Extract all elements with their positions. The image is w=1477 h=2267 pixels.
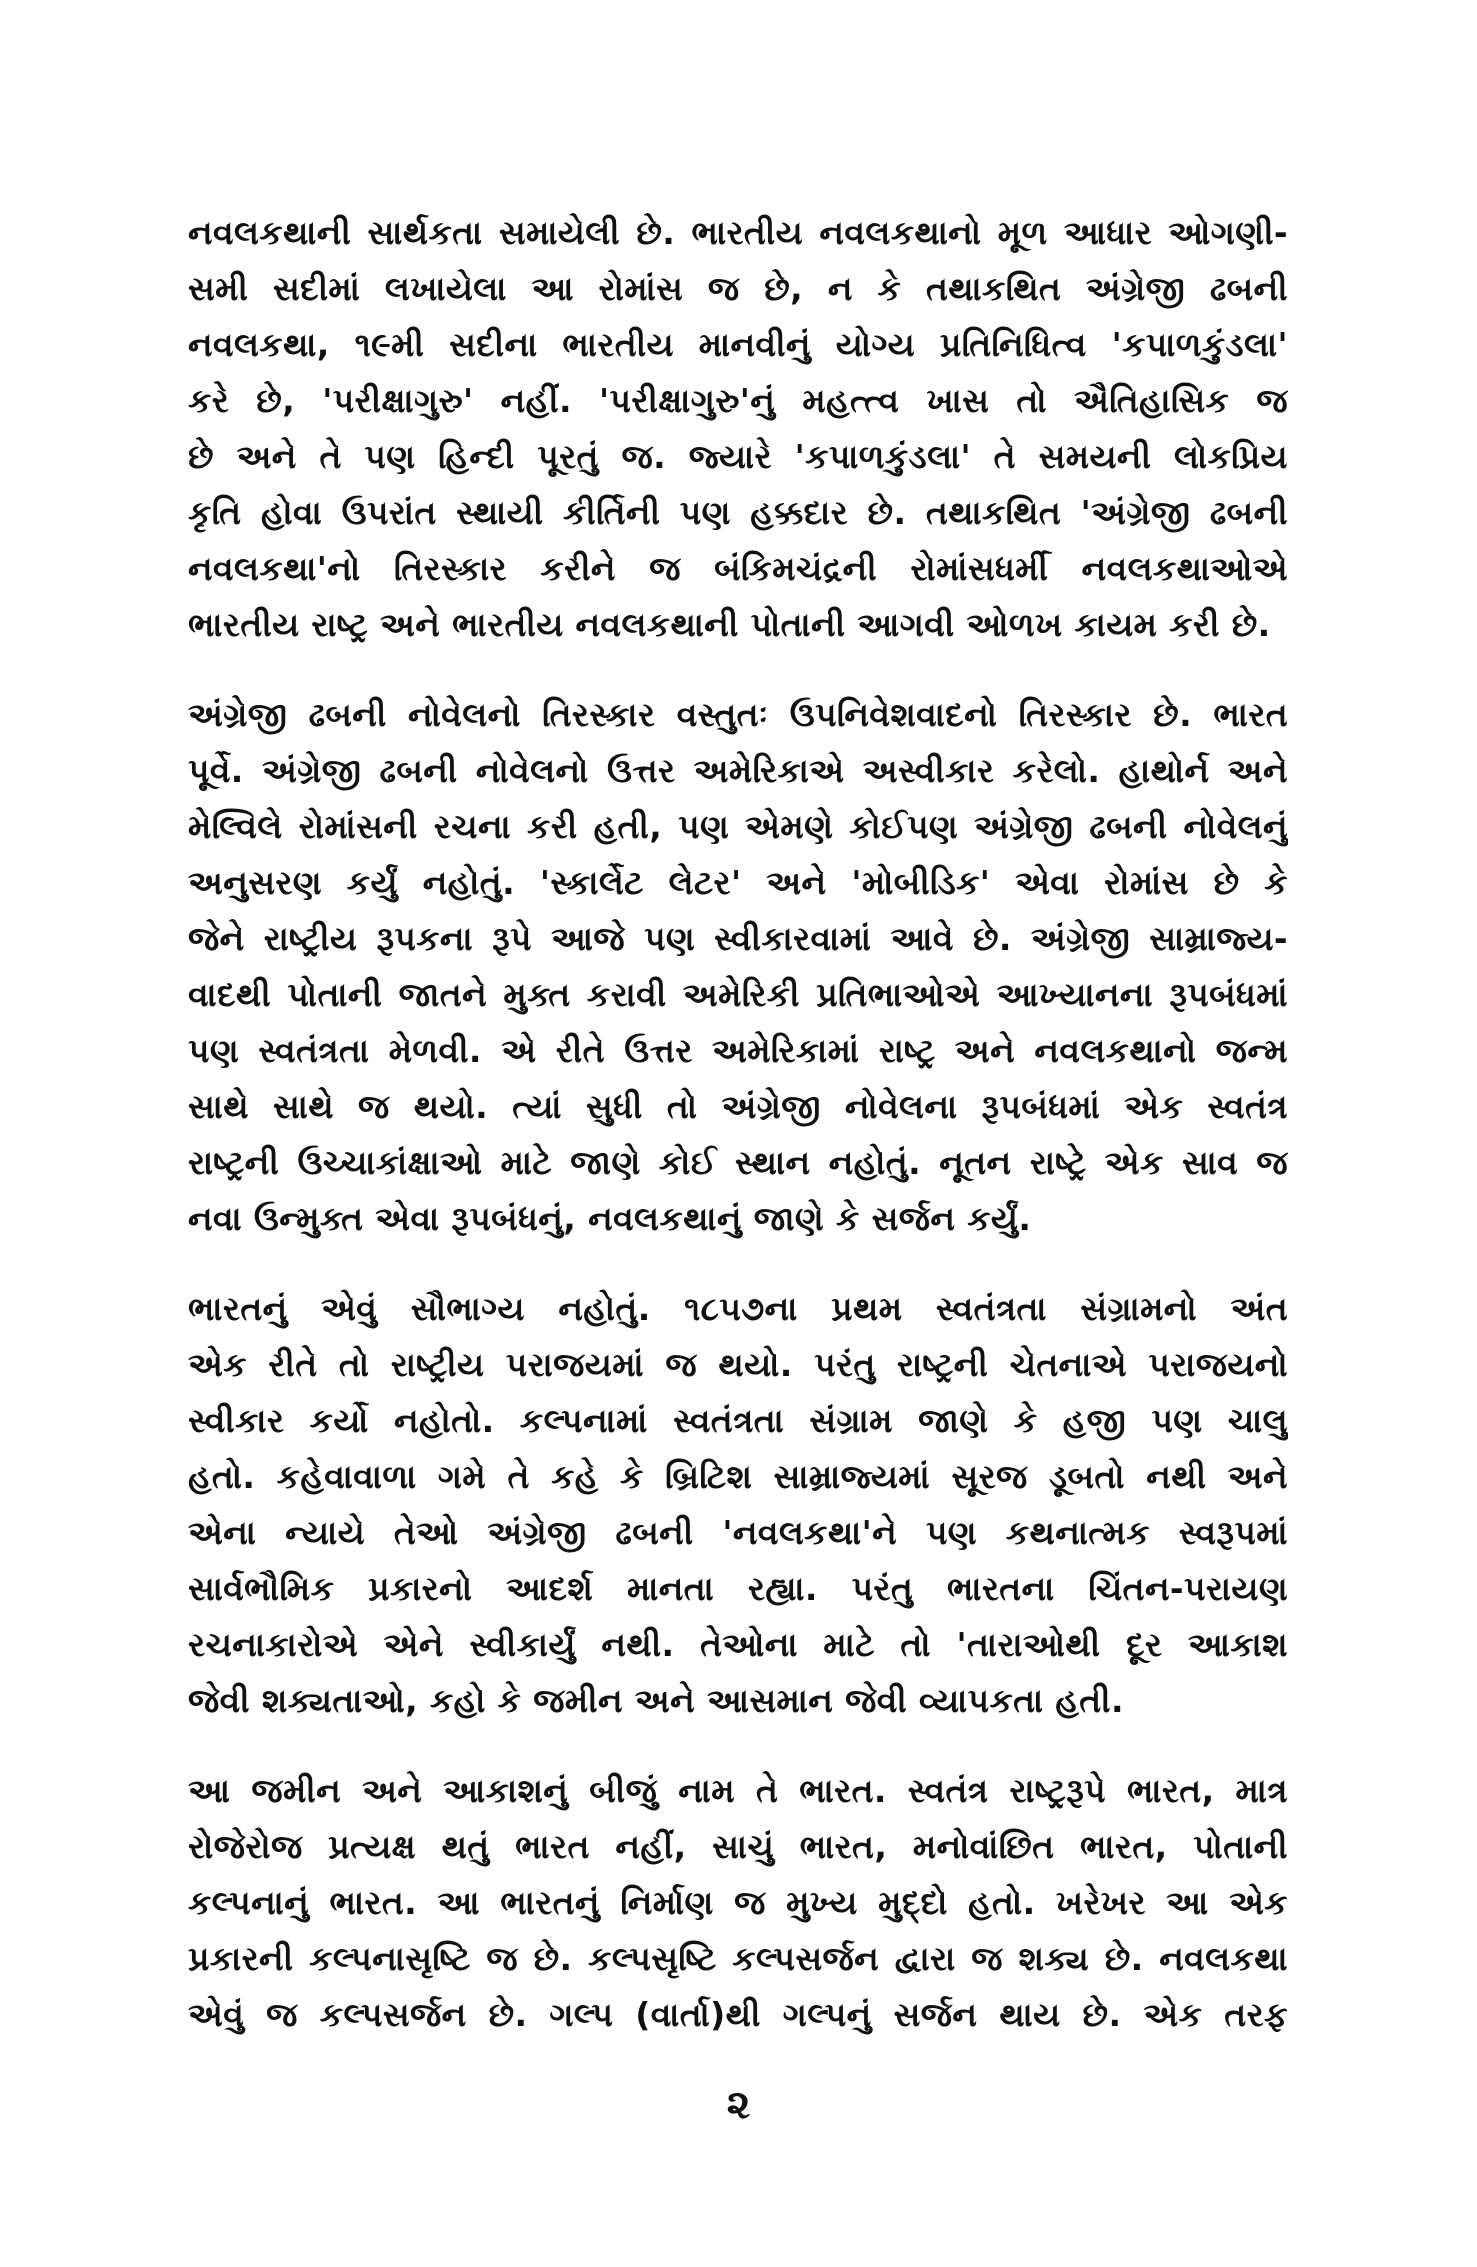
- text-line: સાર્વભૌમિક પ્રકારનો આદર્શ માનતા રહ્યા. પરંતુ ભારતના ચિંતન-પરાયણ: [188, 1569, 1288, 1608]
- text-line: રોજેરોજ પ્રત્યક્ષ થતું ભારત નહીં, સાચું ભારત, મનોવાંછિત ભારત, પોતાની: [188, 1827, 1288, 1866]
- text-line: અંગ્રેજી ઢબની નોવેલનો તિરસ્કાર વસ્તુતઃ ઉપનિવેશવાદનો તિરસ્કાર છે. ભારત: [188, 695, 1288, 734]
- text-line: નવલકથા'નો તિરસ્કાર કરીને જ બંકિમચંદ્રની રોમાંસધર્મી નવલકથાઓએ: [188, 549, 1288, 588]
- text-line: પ્રકારની કલ્પનાસૃષ્ટિ જ છે. કલ્પસૃષ્ટિ કલ્પસર્જન દ્વારા જ શક્ય છે. નવલકથા: [188, 1939, 1288, 1978]
- text-line: જેને રાષ્ટ્રીય રૂપકના રૂપે આજે પણ સ્વીકારવામાં આવે છે. અંગ્રેજી સામ્રાજ્ય-: [188, 919, 1288, 958]
- text-line: સાથે સાથે જ થયો. ત્યાં સુધી તો અંગ્રેજી નોવેલના રૂપબંધમાં એક સ્વતંત્ર: [188, 1087, 1288, 1126]
- text-line: છે અને તે પણ હિન્દી પૂરતું જ. જ્યારે 'કપાળકુંડલા' તે સમયની લોકપ્રિય: [188, 437, 1288, 476]
- text-line: પૂર્વે. અંગ્રેજી ઢબની નોવેલનો ઉત્તર અમેરિકાએ અસ્વીકાર કરેલો. હાથોર્ન અને: [188, 751, 1288, 790]
- text-line: એવું જ કલ્પસર્જન છે. ગલ્પ (વાર્તા)થી ગલ્પનું સર્જન થાય છે. એક તરફ: [188, 1995, 1288, 2034]
- text-line: કરે છે, 'પરીક્ષાગુરુ' નહીં. 'પરીક્ષાગુરુ'નું મહત્ત્વ ખાસ તો ઐતિહાસિક જ: [188, 381, 1288, 420]
- text-line: અનુસરણ કર્યું નહોતું. 'સ્કાર્લેટ લેટર' અને 'મોબીડિક' એવા રોમાંસ છે કે: [188, 863, 1288, 902]
- body-text: [188, 205, 1288, 2077]
- paragraph-2: [188, 687, 1288, 1247]
- paragraph-1: [188, 205, 1288, 653]
- text-line: એક રીતે તો રાષ્ટ્રીય પરાજયમાં જ થયો. પરંતુ રાષ્ટ્રની ચેતનાએ પરાજયનો: [188, 1345, 1288, 1384]
- text-line: નવલકથાની સાર્થકતા સમાયેલી છે. ભારતીય નવલકથાનો મૂળ આધાર ઓગણી-: [188, 213, 1288, 252]
- text-line: વાદથી પોતાની જાતને મુક્ત કરાવી અમેરિકી પ્રતિભાઓએ આખ્યાનના રૂપબંધમાં: [188, 975, 1288, 1014]
- text-line: રાષ્ટ્રની ઉચ્ચાકાંક્ષાઓ માટે જાણે કોઈ સ્થાન નહોતું. નૂતન રાષ્ટ્રે એક સાવ જ: [188, 1143, 1288, 1182]
- text-line: આ જમીન અને આકાશનું બીજું નામ તે ભારત. સ્વતંત્ર રાષ્ટ્રરૂપે ભારત, માત્ર: [188, 1771, 1288, 1810]
- paragraph-3: [188, 1281, 1288, 1729]
- text-line: પણ સ્વતંત્રતા મેળવી. એ રીતે ઉત્તર અમેરિકામાં રાષ્ટ્ર અને નવલકથાનો જન્મ: [188, 1031, 1288, 1070]
- text-line: નવલકથા, ૧૯મી સદીના ભારતીય માનવીનું યોગ્ય પ્રતિનિધિત્વ 'કપાળકુંડલા': [188, 325, 1288, 364]
- text-line: ભારતનું એવું સૌભાગ્ય નહોતું. ૧૮૫૭ના પ્રથમ સ્વતંત્રતા સંગ્રામનો અંત: [188, 1289, 1288, 1328]
- text-line: કલ્પનાનું ભારત. આ ભારતનું નિર્માણ જ મુખ્ય મુદ્દો હતો. ખરેખર આ એક: [188, 1883, 1288, 1922]
- paragraph-4: [188, 1763, 1288, 2043]
- text-line: કૃતિ હોવા ઉપરાંત સ્થાયી કીર્તિની પણ હક્કદાર છે. તથાકથિત 'અંગ્રેજી ઢબની: [188, 493, 1288, 532]
- text-line: એના ન્યાયે તેઓ અંગ્રેજી ઢબની 'નવલકથા'ને પણ કથનાત્મક સ્વરૂપમાં: [188, 1513, 1288, 1552]
- text-line: જેવી શક્યતાઓ, કહો કે જમીન અને આસમાન જેવી વ્યાપકતા હતી.: [188, 1681, 1124, 1720]
- text-line: ભારતીય રાષ્ટ્ર અને ભારતીય નવલકથાની પોતાની આગવી ઓળખ કાયમ કરી છે.: [188, 605, 1271, 644]
- text-line: હતો. કહેવાવાળા ગમે તે કહે કે બ્રિટિશ સામ્રાજ્યમાં સૂરજ ડૂબતો નથી અને: [188, 1457, 1288, 1496]
- text-line: નવા ઉન્મુક્ત એવા રૂપબંધનું, નવલકથાનું જાણે કે સર્જન કર્યું.: [188, 1199, 1032, 1238]
- page-number: ૨: [726, 2082, 751, 2128]
- text-line: સ્વીકાર કર્યો નહોતો. કલ્પનામાં સ્વતંત્રતા સંગ્રામ જાણે કે હજી પણ ચાલુ: [188, 1401, 1288, 1440]
- text-line: સમી સદીમાં લખાયેલા આ રોમાંસ જ છે, ન કે તથાકથિત અંગ્રેજી ઢબની: [188, 269, 1288, 308]
- text-line: રચનાકારોએ એને સ્વીકાર્યું નથી. તેઓના માટે તો 'તારાઓથી દૂર આકાશ: [188, 1625, 1288, 1664]
- text-line: મેલ્વિલે રોમાંસની રચના કરી હતી, પણ એમણે કોઈપણ અંગ્રેજી ઢબની નોવેલનું: [188, 807, 1288, 846]
